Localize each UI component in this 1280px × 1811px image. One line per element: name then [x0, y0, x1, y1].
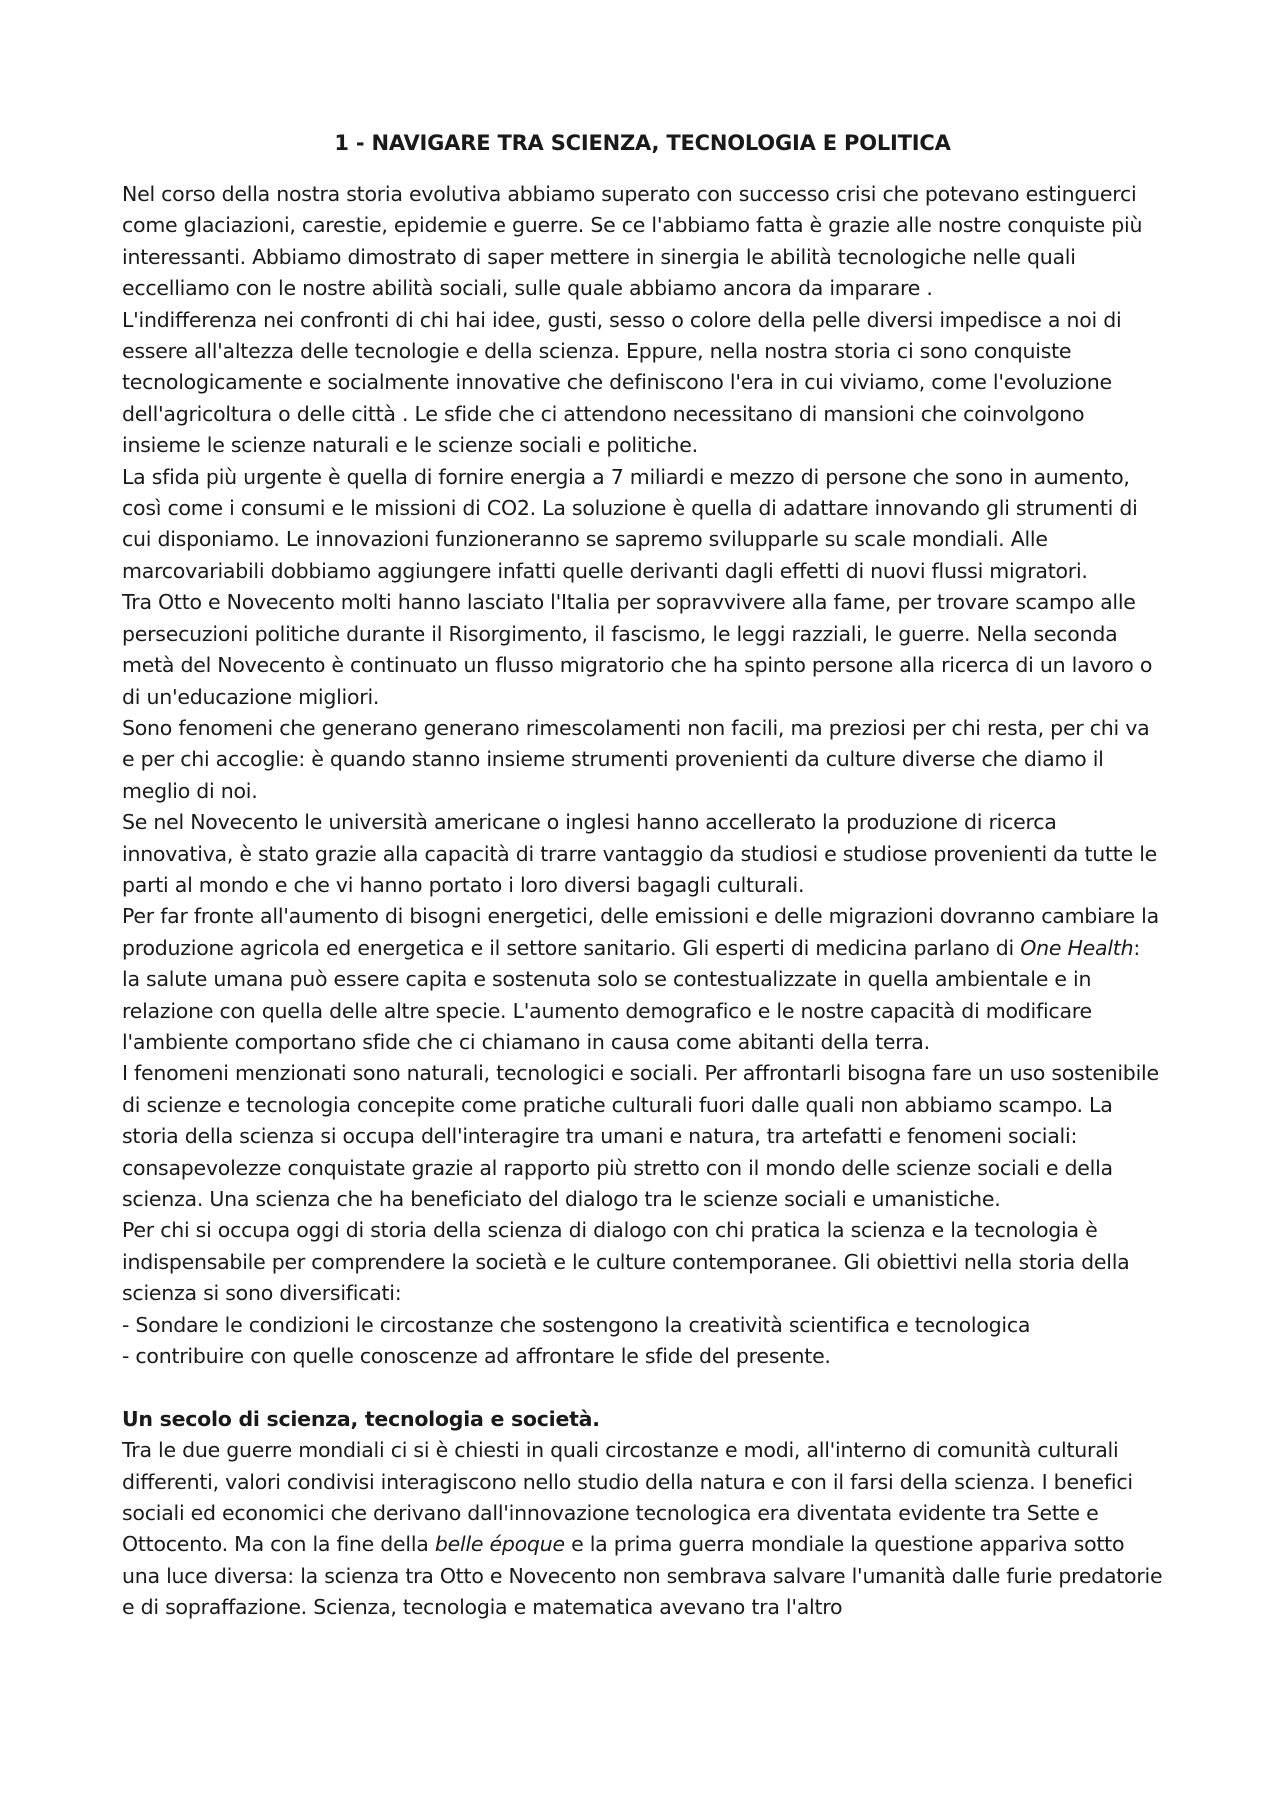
- paragraph-6: Se nel Novecento le università americane o inglesi hanno accellerato la produzione di ricerca innovativa, è stato grazie alla capacità di trarre vantaggio da studiosi e studiose provenienti da tutte le parti al mondo e che vi hanno portato i loro diversi bagagli culturali.: [122, 810, 1158, 897]
- section-heading: Un secolo di scienza, tecnologia e società.: [122, 1406, 600, 1431]
- document-title: 1 - NAVIGARE TRA SCIENZA, TECNOLOGIA E POLITICA: [334, 131, 951, 155]
- paragraph-8: I fenomeni menzionati sono naturali, tecnologici e sociali. Per affrontarli bisogna fare un uso sostenibile di scienze e tecnologia concepite come pratiche culturali fuori dalle quali non abbiamo scampo. La storia della scienza si occupa dell'interagire tra umani e natura, tra artefatti e fenomeni sociali: consapevolezze conquistate grazie al rapporto più stretto con il mondo delle scienze sociali e della scienza. Una scienza che ha beneficiato del dialogo tra le scienze sociali e umanistiche.: [122, 1061, 1159, 1211]
- paragraph-5: Sono fenomeni che generano generano rimescolamenti non facili, ma preziosi per chi resta, per chi va e per chi accoglie: è quando stanno insieme strumenti provenienti da culture diverse che diamo il meglio di noi.: [122, 715, 1150, 803]
- paragraph-7-text-b: : la salute umana può essere capita e sostenuta solo se contestualizzate in quella ambientale e in relazione con quella delle altre specie. L'aumento demografico e le nostre capacità di modificare l'ambiente comportano sfide che ci chiamano in causa come abitanti della terra.: [122, 935, 1140, 1054]
- one-health-term: One Health: [1020, 935, 1134, 960]
- paragraph-9: Per chi si occupa oggi di storia della scienza di dialogo con chi pratica la scienza e la tecnologia è indispensabile per comprendere la società e le culture contemporanee. Gli obiettivi nella storia della scienza si sono diversificati:: [122, 1218, 1130, 1306]
- blank-line: [122, 1372, 1163, 1403]
- section-paragraph-text-b: e la prima guerra mondiale la questione appariva sotto una luce diversa: la scienza tra Otto e Novecento non sembrava salvare l'umanità dalle furie predatorie e di sopraffazione. Scienza, tecnologia e matematica avevano tra l'altro: [122, 1532, 1163, 1620]
- section-paragraph: [122, 1435, 1163, 1623]
- bullet-item-2: - contribuire con quelle conoscenze ad affrontare le sfide del presente.: [122, 1344, 831, 1369]
- belle-epoque-term: belle époque: [434, 1532, 565, 1557]
- paragraph-2: L'indifferenza nei confronti di chi hai idee, gusti, sesso o colore della pelle diversi impedisce a noi di essere all'altezza delle tecnologie e della scienza. Eppure, nella nostra storia ci sono conquiste tecnologicamente e socialmente innovative che definiscono l'era in cui viviamo, come l'evoluzione dell'agricoltura o delle città . Le sfide che ci attendono necessitano di mansioni che coinvolgono insieme le scienze naturali e le scienze sociali e politiche.: [122, 307, 1122, 458]
- paragraph-1: Nel corso della nostra storia evolutiva abbiamo superato con successo crisi che potevano estinguerci come glaciazioni, carestie, epidemie e guerre. Se ce l'abbiamo fatta è grazie alle nostre conquiste più interessanti. Abbiamo dimostrato di saper mettere in sinergia le abilità tecnologiche nelle quali eccelliamo con le nostre abilità sociali, sulle quale abbiamo ancora da imparare .: [122, 182, 1143, 301]
- bullet-item-1: - Sondare le condizioni le circostanze che sostengono la creatività scientifica e tecnologica: [122, 1312, 1031, 1337]
- section-paragraph-text-a: Tra le due guerre mondiali ci si è chiesti in quali circostanze e modi, all'interno di comunità culturali differenti, valori condivisi interagiscono nello studio della natura e con il farsi della scienza. I benefici sociali ed economici che derivano dall'innovazione tecnologica era diventata evidente tra Sette e Ottocento. Ma con la fine della: [122, 1438, 1133, 1557]
- paragraph-7: [122, 901, 1163, 1058]
- paragraph-3: La sfida più urgente è quella di fornire energia a 7 miliardi e mezzo di persone che sono in aumento, così come i consumi e le missioni di CO2. La soluzione è quella di adattare innovando gli strumenti di cui disponiamo. Le innovazioni funzioneranno se sapremo svilupparle su scale mondiali. Alle marcovariabili dobbiamo aggiungere infatti quelle derivanti dagli effetti di nuovi flussi migratori.: [122, 464, 1138, 583]
- paragraph-4: Tra Otto e Novecento molti hanno lasciato l'Italia per sopravvivere alla fame, per trovare scampo alle persecuzioni politiche durante il Risorgimento, il fascismo, le leggi razziali, le guerre. Nella seconda metà del Novecento è continuato un flusso migratorio che ha spinto persone alla ricerca di un lavoro o di un'educazione migliori.: [122, 590, 1153, 709]
- paragraph-7-text-a: Per far fronte all'aumento di bisogni energetici, delle emissioni e delle migrazioni dovranno cambiare la produzione agricola ed energetica e il settore sanitario. Gli esperti di medicina parlano di: [122, 904, 1159, 960]
